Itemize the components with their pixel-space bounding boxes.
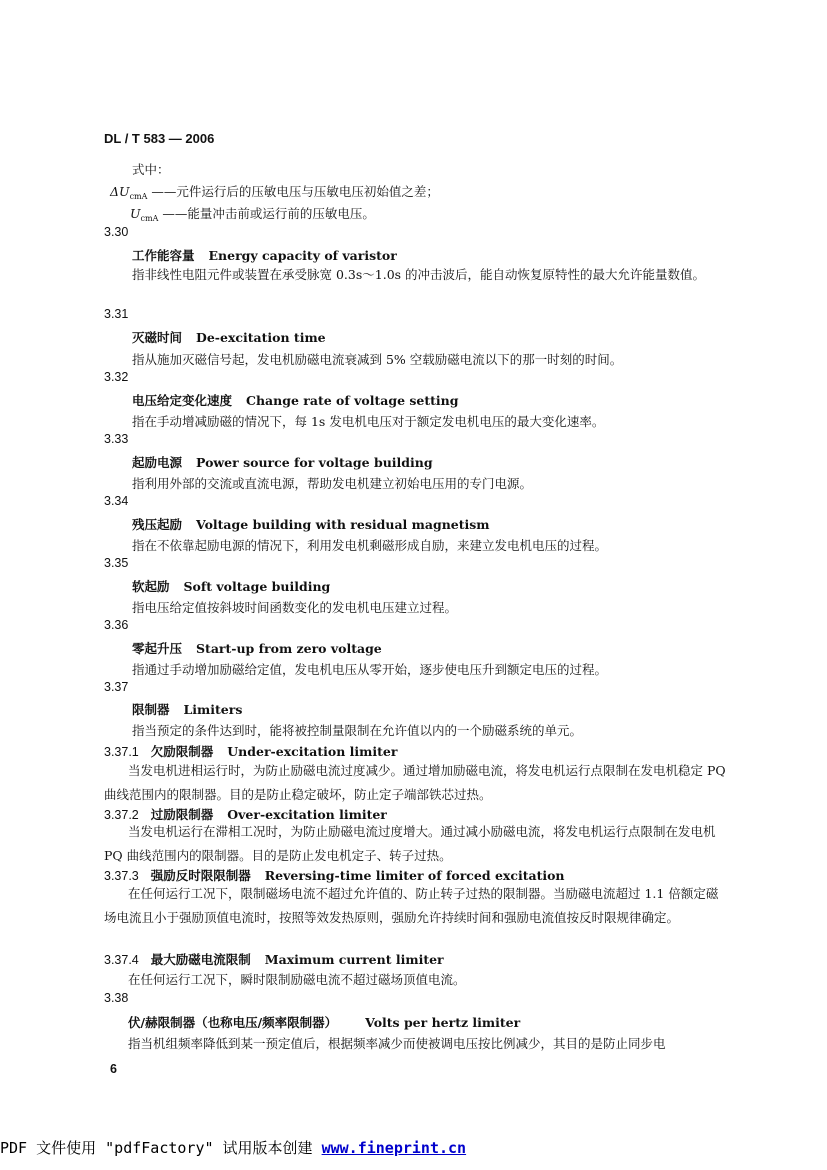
section-number: 3.30 xyxy=(104,225,129,239)
definition-text: 指当机组频率降低到某一预定值后，根据频率减少而使被调电压按比例减少，其目的是防止同步电 xyxy=(128,1036,666,1051)
formula-line-1 xyxy=(110,182,439,200)
definition-text: 指非线性电阻元件或装置在承受脉宽 0.3s～1.0s 的冲击波后，能自动恢复原特性的最大允许能量数值。 xyxy=(132,267,706,282)
definition-text: 指在不依靠起励电源的情况下，利用发电机剩磁形成自励，来建立发电机电压的过程。 xyxy=(132,538,608,553)
term-heading xyxy=(132,391,459,409)
section-number: 3.35 xyxy=(104,556,129,570)
term-en: Reversing-time limiter of forced excitation xyxy=(264,868,565,883)
term-heading xyxy=(132,639,382,657)
term-en: Limiters xyxy=(183,702,243,717)
term-en: Energy capacity of varistor xyxy=(208,248,397,263)
term-en: Volts per hertz limiter xyxy=(365,1015,521,1030)
section-number: 3.32 xyxy=(104,370,129,384)
term-zh: 伏/赫限制器（也称电压/频率限制器） xyxy=(128,1015,338,1030)
term-zh: 灭磁时间 xyxy=(132,330,183,345)
definition-text: 在任何运行工况下，限制磁场电流不超过允许值的、防止转子过热的限制器。当励磁电流超过 1.1 倍额定磁场电流且小于强励顶值电流时，按照等效发热原则，强励允许持续时间和强励电流值按反时限规律确定。 xyxy=(104,886,719,925)
definition-text: 指电压给定值按斜坡时间函数变化的发电机电压建立过程。 xyxy=(132,600,458,615)
footer-text: PDF 文件使用 "pdfFactory" 试用版本创建 xyxy=(0,1139,322,1157)
section-number: 3.33 xyxy=(104,432,129,446)
definition-text: 当发电机进相运行时，为防止励磁电流过度减少。通过增加励磁电流，将发电机运行点限制在发电机稳定 PQ 曲线范围内的限制器。目的是防止稳定破坏，防止定子端部铁芯过热。 xyxy=(104,763,726,802)
section-number: 3.37 xyxy=(104,680,129,694)
definition-text: 在任何运行工况下，瞬时限制励磁电流不超过磁场顶值电流。 xyxy=(128,972,466,987)
section-number: 3.38 xyxy=(104,991,129,1005)
section-number: 3.37.3 xyxy=(104,869,139,883)
symbol-delta-u: ΔU xyxy=(110,184,130,199)
formula-intro: 式中： xyxy=(132,162,170,177)
term-en: Soft voltage building xyxy=(183,579,331,594)
document-header: DL / T 583 — 2006 xyxy=(104,131,215,146)
definition-text: 指利用外部的交流或直流电源，帮助发电机建立初始电压用的专门电源。 xyxy=(132,476,533,491)
term-en: Over-excitation limiter xyxy=(227,807,387,822)
section-number: 3.31 xyxy=(104,307,129,321)
page-number: 6 xyxy=(110,1062,117,1076)
definition-text: 指当预定的条件达到时，能将被控制量限制在允许值以内的一个励磁系统的单元。 xyxy=(132,723,583,738)
section-number: 3.36 xyxy=(104,618,129,632)
term-heading xyxy=(132,328,326,346)
pdf-footer xyxy=(0,1137,466,1158)
term-heading xyxy=(132,577,330,595)
section-number: 3.37.1 xyxy=(104,745,139,759)
formula-line-2-text: ——能量冲击前或运行前的压敏电压。 xyxy=(162,206,375,221)
term-heading xyxy=(132,453,433,471)
symbol-subscript: cmA xyxy=(129,192,148,201)
subsection-heading xyxy=(104,950,444,968)
term-en: Voltage building with residual magnetism xyxy=(196,517,490,532)
term-en: De-excitation time xyxy=(196,330,326,345)
definition-text: 指通过手动增加励磁给定值，发电机电压从零开始，逐步使电压升到额定电压的过程。 xyxy=(132,662,608,677)
term-zh: 最大励磁电流限制 xyxy=(150,952,251,967)
term-zh: 起励电源 xyxy=(132,455,183,470)
term-en: Under-excitation limiter xyxy=(227,744,398,759)
term-zh: 电压给定变化速度 xyxy=(132,393,233,408)
term-zh: 过励限制器 xyxy=(150,807,214,822)
definition-text: 当发电机运行在滞相工况时，为防止励磁电流过度增大。通过减小励磁电流，将发电机运行点限制在发电机 PQ 曲线范围内的限制器。目的是防止发电机定子、转子过热。 xyxy=(104,824,716,863)
section-number: 3.37.2 xyxy=(104,808,139,822)
term-zh: 残压起励 xyxy=(132,517,183,532)
term-zh: 强励反时限限制器 xyxy=(150,868,251,883)
formula-line-2 xyxy=(130,204,375,222)
term-heading xyxy=(132,246,397,264)
term-heading xyxy=(132,515,490,533)
definition-text: 指从施加灭磁信号起，发电机励磁电流衰减到 5% 空载励磁电流以下的那一时刻的时间。 xyxy=(132,352,623,367)
section-number: 3.37.4 xyxy=(104,953,139,967)
symbol-u: U xyxy=(130,206,141,221)
term-en: Start-up from zero voltage xyxy=(196,641,382,656)
term-zh: 工作能容量 xyxy=(132,248,195,263)
term-zh: 欠励限制器 xyxy=(150,744,214,759)
subsection-heading xyxy=(104,742,397,760)
term-zh: 零起升压 xyxy=(132,641,183,656)
term-heading xyxy=(128,1013,520,1031)
term-en: Change rate of voltage setting xyxy=(246,393,459,408)
section-number: 3.34 xyxy=(104,494,129,508)
formula-line-1-text: ——元件运行后的压敏电压与压敏电压初始值之差； xyxy=(151,184,439,199)
definition-text: 指在手动增减励磁的情况下，每 1s 发电机电压对于额定发电机电压的最大变化速率。 xyxy=(132,414,605,429)
term-zh: 限制器 xyxy=(132,702,170,717)
term-en: Maximum current limiter xyxy=(264,952,444,967)
symbol-subscript: cmA xyxy=(140,214,159,223)
footer-link[interactable]: www.fineprint.cn xyxy=(321,1139,467,1157)
term-heading xyxy=(132,700,242,718)
term-en: Power source for voltage building xyxy=(196,455,433,470)
term-zh: 软起励 xyxy=(132,579,170,594)
